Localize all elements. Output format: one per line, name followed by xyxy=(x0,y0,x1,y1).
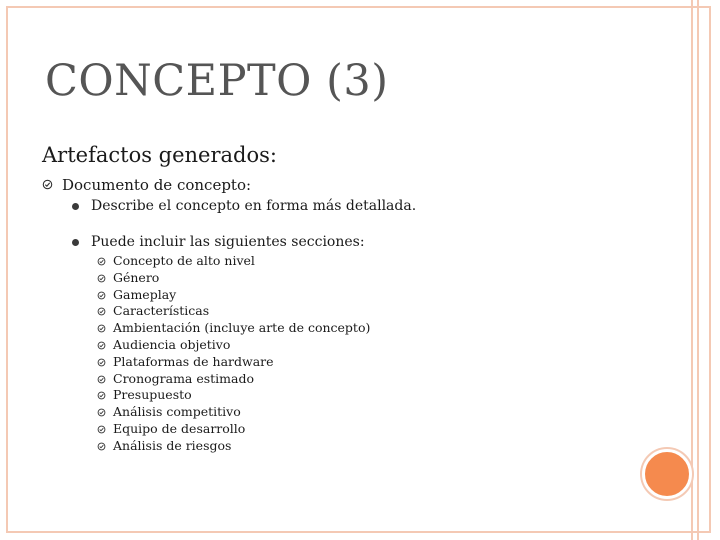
circle-check-bullet-icon xyxy=(97,257,106,266)
circle-check-bullet-icon xyxy=(97,425,106,434)
bullet-level1-text: Documento de concepto: xyxy=(62,176,252,194)
circle-check-bullet-icon xyxy=(97,307,106,316)
list-item-text: Características xyxy=(113,303,210,319)
list-item-text: Género xyxy=(113,269,160,285)
circle-check-bullet-icon xyxy=(97,391,106,400)
circle-check-bullet-icon xyxy=(97,274,106,283)
slide-subheading: Artefactos generados: xyxy=(42,143,277,167)
circle-check-bullet-icon xyxy=(42,179,53,190)
circle-check-bullet-icon xyxy=(97,358,106,367)
list-item-text: Análisis competitivo xyxy=(113,404,241,420)
list-item-text: Audiencia objetivo xyxy=(113,336,231,352)
circle-check-bullet-icon xyxy=(97,442,106,451)
decorative-rail-inner xyxy=(697,0,699,540)
list-item-text: Concepto de alto nivel xyxy=(113,253,255,268)
list-item-text: Cronograma estimado xyxy=(113,370,255,386)
circle-check-bullet-icon xyxy=(97,324,106,333)
dot-bullet-icon xyxy=(72,203,79,210)
decorative-rail-outer xyxy=(691,0,693,540)
bullet-level2-text: Puede incluir las siguientes secciones: xyxy=(91,234,365,250)
decorative-circle xyxy=(642,449,692,499)
list-item-text: Plataformas de hardware xyxy=(113,353,274,369)
list-item-text: Gameplay xyxy=(113,286,177,302)
dot-bullet-icon xyxy=(72,239,79,246)
list-item-text: Presupuesto xyxy=(113,387,192,403)
slide-title: CONCEPTO (3) xyxy=(45,56,389,106)
circle-check-bullet-icon xyxy=(97,408,106,417)
list-item-text: Ambientación (incluye arte de concepto) xyxy=(113,320,371,336)
circle-check-bullet-icon xyxy=(97,375,106,384)
circle-check-bullet-icon xyxy=(97,341,106,350)
list-item-text: Equipo de desarrollo xyxy=(113,420,246,436)
circle-check-bullet-icon xyxy=(97,291,106,300)
bullet-level2-text: Describe el concepto en forma más detallada. xyxy=(91,198,417,214)
list-item-text: Análisis de riesgos xyxy=(113,437,232,453)
